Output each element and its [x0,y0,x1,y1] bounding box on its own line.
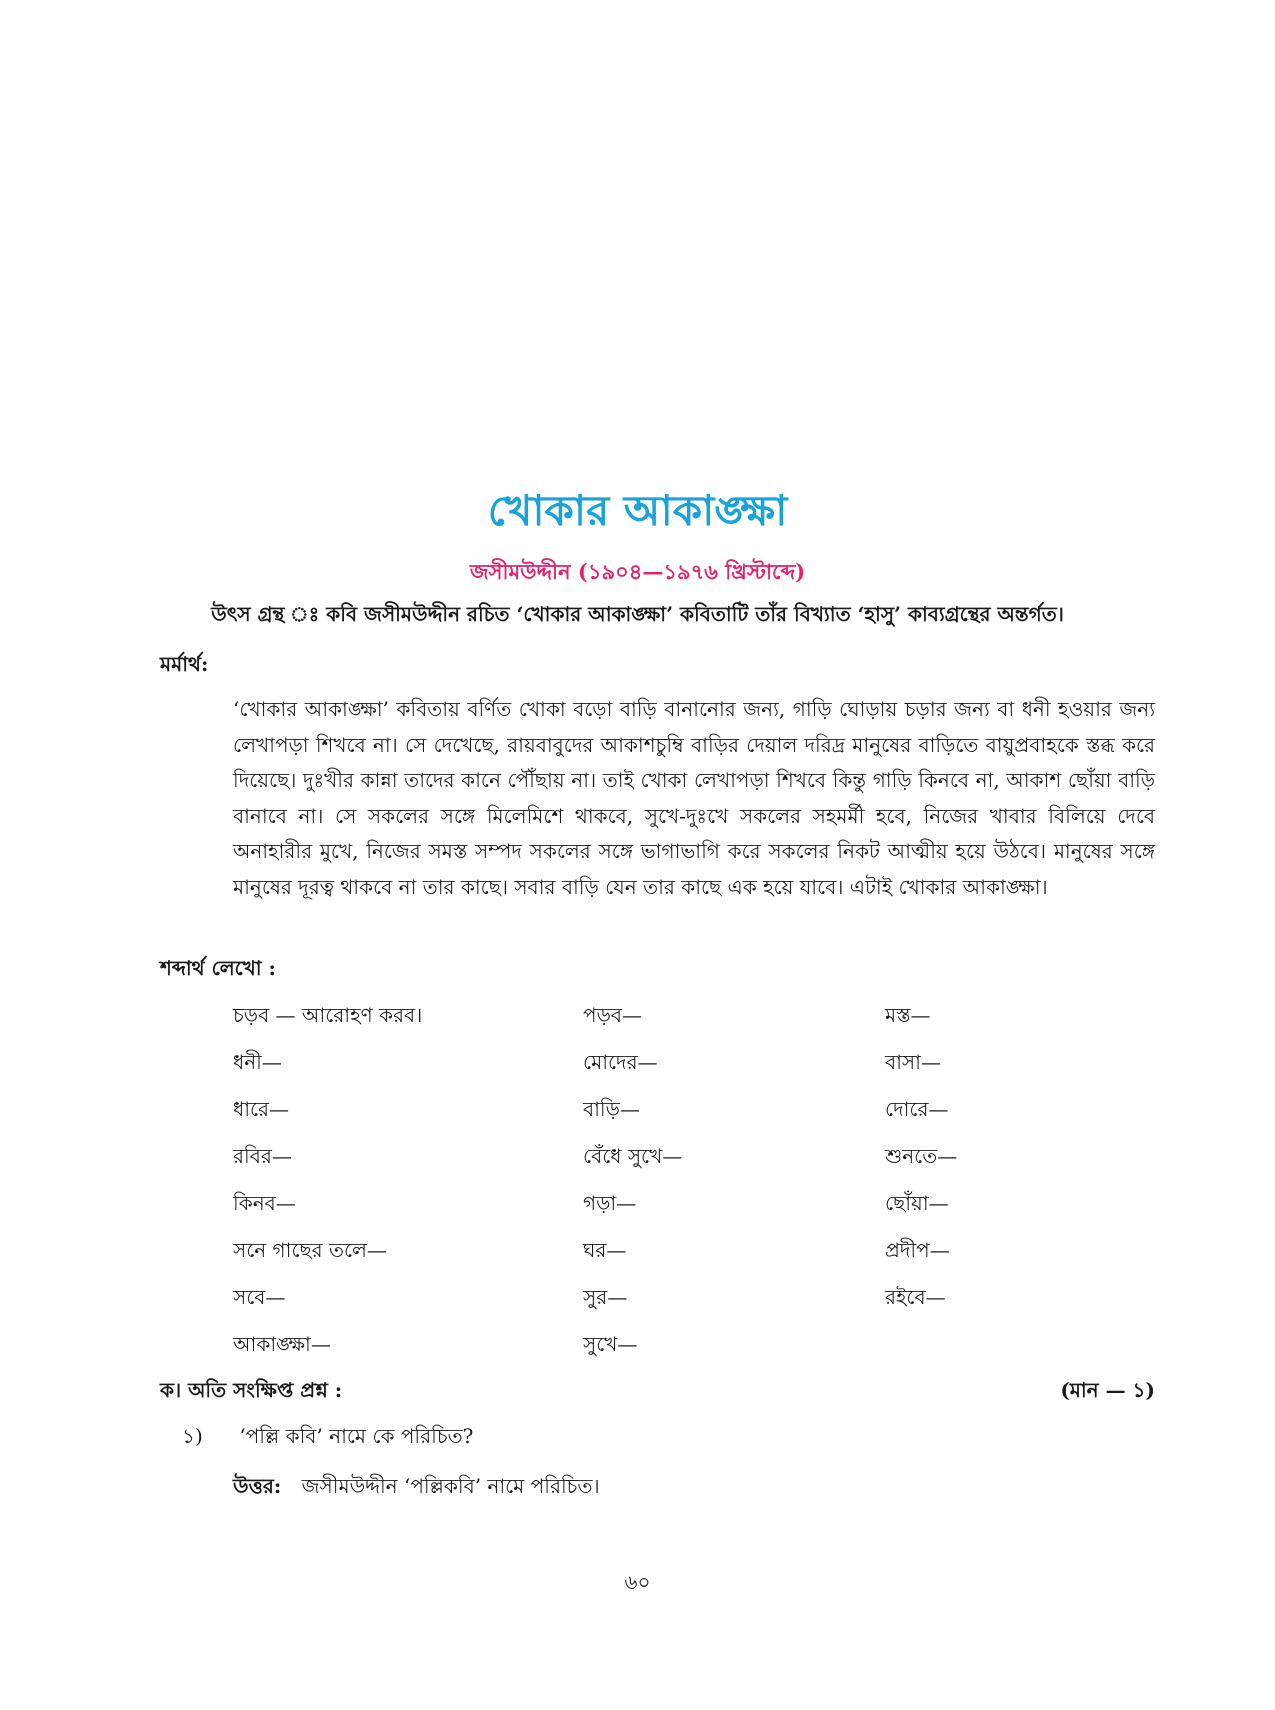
word-item: ধারে— [233,1097,290,1121]
word-item: রইবে— [885,1285,946,1309]
word-item: রবির— [233,1144,292,1168]
poem-title: খোকার আকাঙ্ক্ষা [487,486,788,535]
answer-1 [233,1472,600,1505]
word-item: মস্ত— [885,1003,931,1027]
word-item: মোদের— [583,1050,658,1074]
word-item: পড়ব— [583,1003,642,1027]
summary-heading: মর্মার্থ: [160,652,209,676]
word-item: সনে গাছের তলে— [233,1238,387,1262]
question-text: ‘পল্লি কবি’ নামে কে পরিচিত? [239,1424,474,1448]
page-number: ৬০ [624,1570,651,1594]
answer-label: উত্তর: [233,1474,282,1498]
word-item: সুখে— [583,1332,638,1356]
word-meanings-list [233,1000,993,1380]
word-column-2 [583,1000,682,1376]
word-item: কিনব— [233,1191,296,1215]
word-item: চড়ব — আরোহণ করব। [233,1003,423,1027]
word-item: বাসা— [885,1050,941,1074]
source-text: উৎস গ্রন্থ ঃ কবি জসীমউদ্দীন রচিত ‘খোকার আকাঙ্ক্ষা’ কবিতাটি তাঁর বিখ্যাত ‘হাসু’ কাব্যগ্রন্থের অন্তর্গত। [211,602,1064,626]
poet-name: জসীমউদ্দীন (১৯০৪—১৯৭৬ খ্রিস্টাব্দে) [469,559,806,584]
word-column-1 [233,1000,422,1376]
word-item: ছোঁয়া— [885,1191,949,1215]
word-item: আকাঙ্ক্ষা— [233,1332,331,1356]
word-item: বেঁধে সুখে— [583,1144,683,1168]
section-a-marks: (মান — ১) [1060,1378,1155,1402]
word-item: বাড়ি— [583,1097,640,1121]
question-number: ১) [182,1424,203,1448]
answer-text: জসীমউদ্দীন ‘পল্লিকবি’ নামে পরিচিত। [301,1474,600,1498]
question-1 [182,1422,473,1455]
word-item: ধনী— [233,1050,282,1074]
word-item: প্রদীপ— [885,1238,950,1262]
word-item: গড়া— [583,1191,637,1215]
section-a-heading: ক। অতি সংক্ষিপ্ত প্রশ্ন : [160,1378,343,1402]
word-item: সবে— [233,1285,286,1309]
word-item: শুনতে— [885,1144,958,1168]
word-item: দোরে— [885,1097,949,1121]
word-column-3 [885,1000,957,1329]
word-meanings-heading: শব্দার্থ লেখো : [160,956,276,980]
word-item: সুর— [583,1285,628,1309]
summary-paragraph: ‘খোকার আকাঙ্ক্ষা’ কবিতায় বর্ণিত খোকা বড়ো বাড়ি বানানোর জন্য, গাড়ি ঘোড়ায় চড়ার জন্য বা ধনী হওয়ার জন্য লেখাপড়া শিখবে না। সে দেখেছে, রায়বাবুদের আকাশচুম্বি বাড়ির দেয়াল দরিদ্র মানুষের বাড়িতে বায়ুপ্রবাহকে স্তব্ধ করে দিয়েছে। দুঃখীর কান্না তাদের কানে পৌঁছায় না। তাই খোকা লেখাপড়া শিখবে কিন্তু গাড়ি কিনবে না, আকাশ ছোঁয়া বাড়ি বানাবে না। সে সকলের সঙ্গে মিলেমিশে থাকবে, সুখে-দুঃখে সকলের সহমর্মী হবে, নিজের খাবার বিলিয়ে দেবে অনাহারীর মুখে, নিজের সমস্ত সম্পদ সকলের সঙ্গে ভাগাভাগি করে সকলের নিকট আত্মীয় হয়ে উঠবে। মানুষের সঙ্গে মানুষের দূরত্ব থাকবে না তার কাছে। সবার বাড়ি যেন তার কাছে এক হয়ে যাবে। এটাই খোকার আকাঙ্ক্ষা। [233,697,1155,899]
word-item: ঘর— [583,1238,627,1262]
